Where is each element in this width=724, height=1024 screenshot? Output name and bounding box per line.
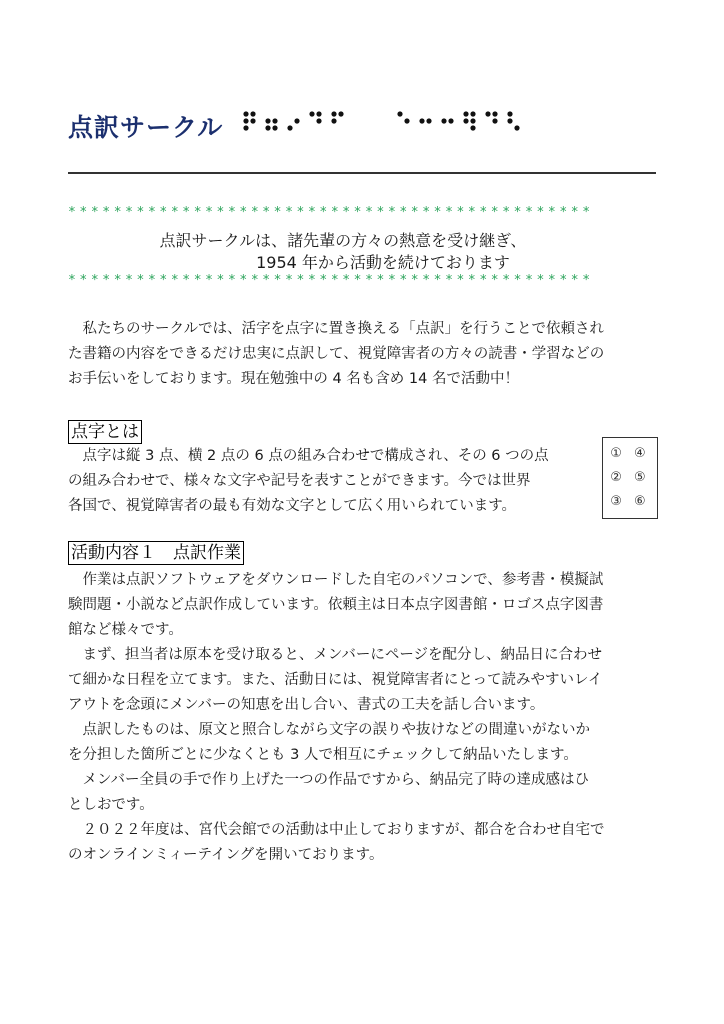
text-line: た書籍の内容をできるだけ忠実に点訳して、視覚障害者の方々の読書・学習などの bbox=[68, 346, 605, 362]
text-line: 験問題・小説など点訳作成しています。依頼主は日本点字図書館・ロゴス点字図書 bbox=[68, 597, 604, 613]
section-heading-activity: 活動内容１ 点訳作業 bbox=[68, 541, 244, 565]
tenji-paragraph bbox=[68, 444, 598, 519]
dot-row-1: ① ④ bbox=[610, 446, 650, 461]
braille-dot-number-diagram bbox=[602, 437, 658, 519]
star-border-bottom: ********************************************** bbox=[68, 273, 594, 288]
title-row bbox=[68, 108, 658, 148]
text-line: お手伝いをしております。現在勉強中の 4 名も含め 14 名で活動中！ bbox=[68, 371, 519, 387]
text-line: 点字は縦 3 点、横 2 点の 6 点の組み合わせで構成され、その 6 つの点 bbox=[68, 448, 549, 464]
text-line: 館など様々です。 bbox=[68, 622, 183, 638]
text-line: としおです。 bbox=[68, 797, 154, 813]
braille-title-graphic bbox=[240, 108, 540, 140]
tagline-line-2: 1954 年から活動を続けております bbox=[256, 253, 510, 272]
text-line: メンバー全員の手で作り上げた一つの作品ですから、納品完了時の達成感はひ bbox=[68, 772, 589, 788]
text-line: 私たちのサークルでは、活字を点字に置き換える「点訳」を行うことで依頼され bbox=[68, 321, 605, 337]
text-line: を分担した箇所ごとに少なくとも 3 人で相互にチェックして納品いたします。 bbox=[68, 747, 578, 763]
star-border-top: ********************************************** bbox=[68, 205, 594, 220]
activity-paragraph bbox=[68, 568, 660, 868]
intro-paragraph bbox=[68, 317, 660, 392]
dot-row-3: ③ ⑥ bbox=[610, 494, 650, 509]
text-line: アウトを念頭にメンバーの知恵を出し合い、書式の工夫を話し合います。 bbox=[68, 697, 545, 713]
text-line: の組み合わせで、様々な文字や記号を表すことができます。今では世界 bbox=[68, 473, 531, 489]
text-line: 点訳したものは、原文と照合しながら文字の誤りや抜けなどの間違いがないか bbox=[68, 722, 590, 738]
title-underline bbox=[68, 172, 656, 174]
text-line: まず、担当者は原本を受け取ると、メンバーにページを配分し、納品日に合わせ bbox=[68, 647, 603, 663]
tagline-line-1: 点訳サークルは、諸先輩の方々の熱意を受け継ぎ、 bbox=[159, 231, 527, 250]
text-line: ２０２２年度は、宮代会館での活動は中止しておりますが、都合を合わせ自宅で bbox=[68, 822, 605, 838]
text-line: 作業は点訳ソフトウェアをダウンロードした自宅のパソコンで、参考書・模擬試 bbox=[68, 572, 604, 588]
text-line: 各国で、視覚障害者の最も有効な文字として広く用いられています。 bbox=[68, 498, 517, 514]
text-line: のオンラインミィーテイングを開いております。 bbox=[68, 847, 384, 863]
page-title: 点訳サークル bbox=[68, 113, 224, 142]
text-line: て細かな日程を立てます。また、活動日には、視覚障害者にとって読みやすいレイ bbox=[68, 672, 603, 688]
dot-row-2: ② ⑤ bbox=[610, 470, 650, 485]
section-heading-tenji: 点字とは bbox=[68, 420, 142, 444]
